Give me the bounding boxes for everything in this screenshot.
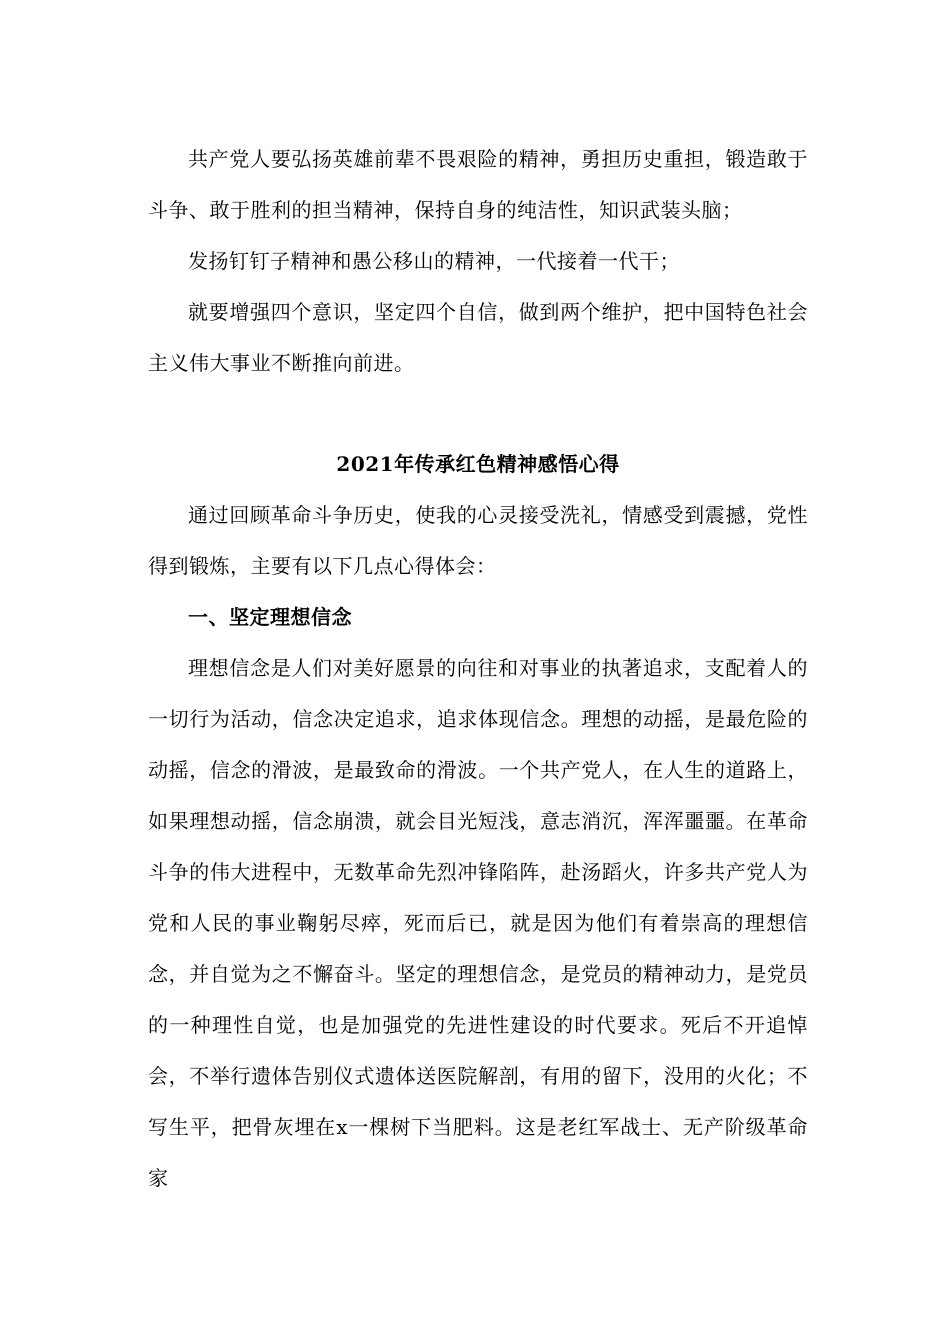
article-title: 2021年传承红色精神感悟心得 [336,452,620,476]
paragraph-2: 发扬钉钉子精神和愚公移山的精神，一代接着一代干； [188,249,680,273]
paragraph-3: 就要增强四个意识，坚定四个自信，做到两个维护，把中国特色社会主义伟大事业不断推向前进。 [148,300,808,375]
intro-paragraph: 通过回顾革命斗争历史，使我的心灵接受洗礼，情感受到震撼，党性得到锻炼，主要有以下几点心得体会： [148,503,808,578]
paragraph-1: 共产党人要弘扬英雄前辈不畏艰险的精神，勇担历史重担，锻造敢于斗争、敢于胜利的担当精神，保持自身的纯洁性，知识武装头脑； [148,147,808,222]
section-heading-1: 一、坚定理想信念 [188,605,352,629]
document-body [148,134,808,1204]
section-1-body: 理想信念是人们对美好愿景的向往和对事业的执著追求，支配着人的一切行为活动，信念决定追求，追求体现信念。理想的动摇，是最危险的动摇，信念的滑波，是最致命的滑波。一个共产党人，在人生的道路上，如果理想动摇，信念崩溃，就会目光短浅，意志消沉，浑浑噩噩。在革命斗争的伟大进程中，无数革命先烈冲锋陷阵，赴汤蹈火，许多共产党人为党和人民的事业鞠躬尽瘁，死而后已，就是因为他们有着崇高的理想信念，并自觉为之不懈奋斗。坚定的理想信念，是党员的精神动力，是党员的一种理性自觉，也是加强党的先进性建设的时代要求。死后不开追悼会，不举行遗体告别仪式遗体送医院解剖，有用的留下，没用的火化；不写生平，把骨灰埋在x一棵树下当肥料。这是老红军战士、无产阶级革命家 [148,656,808,1190]
